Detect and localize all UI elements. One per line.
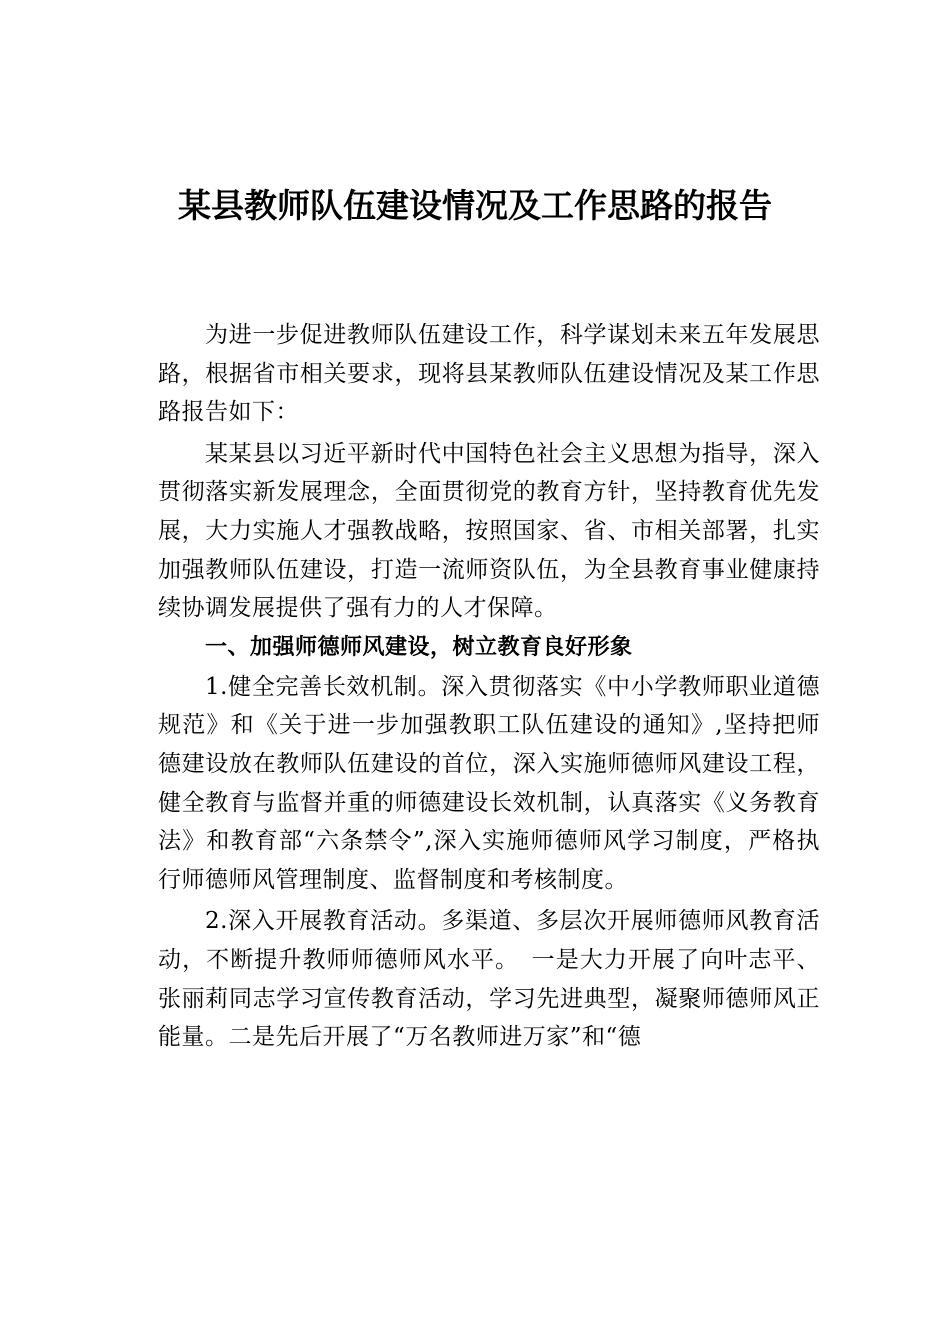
document-body bbox=[158, 316, 820, 1057]
section-heading: 一、加强师德师风建设，树立教育良好形象 bbox=[205, 634, 633, 660]
intro-paragraph: 为进一步促进教师队伍建设工作，科学谋划未来五年发展思路，根据省市相关要求，现将县某教师队伍建设情况及某工作思路报告如下： bbox=[158, 322, 820, 426]
document-title: 某县教师队伍建设情况及工作思路的报告 bbox=[178, 186, 772, 225]
section-paragraph-2: 2.深入开展教育活动。多渠道、多层次开展师德师风教育活动，不断提升教师师德师风水平。 一是大力开展了向叶志平、张丽莉同志学习宣传教育活动，学习先进典型，凝聚师德师风正能量。二是先后开展了“万名教师进万家”和“德 bbox=[158, 908, 820, 1051]
overview-paragraph: 某某县以习近平新时代中国特色社会主义思想为指导，深入贯彻落实新发展理念，全面贯彻党的教育方针，坚持教育优先发展，大力实施人才强教战略，按照国家、省、市相关部署，扎实加强教师队伍建设，打造一流师资队伍，为全县教育事业健康持续协调发展提供了强有力的人才保障。 bbox=[158, 440, 820, 622]
section-paragraph-1: 1.健全完善长效机制。深入贯彻落实《中小学教师职业道德规范》和《关于进一步加强教职工队伍建设的通知》,坚持把师德建设放在教师队伍建设的首位，深入实施师德师风建设工程，健全教育与监督并重的师德建设长效机制，认真落实《义务教育法》和教育部“六条禁令”,深入实施师德师风学习制度，严格执行师德师风管理制度、监督制度和考核制度。 bbox=[158, 673, 820, 893]
